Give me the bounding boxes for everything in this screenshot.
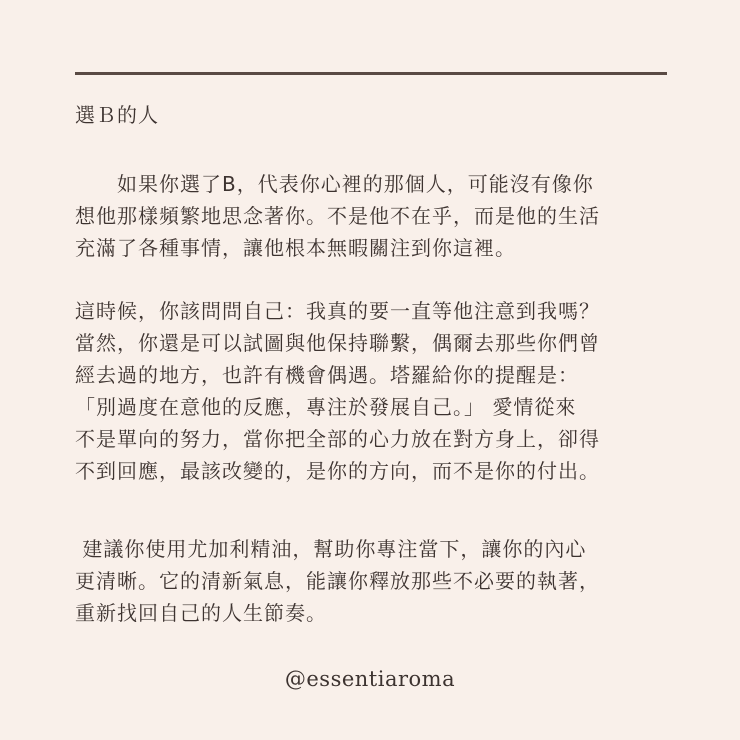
account-handle: @essentiaroma xyxy=(284,667,456,691)
paragraph-line: 不是單向的努力，當你把全部的心力放在對方身上，卻得 xyxy=(75,427,600,451)
paragraph-line: 經去過的地方，也許有機會偶遇。塔羅給你的提醒是： xyxy=(75,363,579,387)
paragraph-line: 想他那樣頻繁地思念著你。不是他不在乎，而是他的生活 xyxy=(75,204,600,228)
paragraph-line: 更清晰。它的清新氣息，能讓你釋放那些不必要的執著， xyxy=(75,569,600,593)
paragraph-line: 如果你選了B，代表你心裡的那個人，可能沒有像你 xyxy=(75,172,594,196)
paragraph-line: 當然，你還是可以試圖與他保持聯繫，偶爾去那些你們曾 xyxy=(75,331,600,355)
paragraph-intro xyxy=(75,168,675,264)
paragraph-oil-suggestion xyxy=(75,533,675,629)
section-heading: 選Ｂ的人 xyxy=(75,103,159,127)
paragraph-line: 不到回應，最該改變的，是你的方向，而不是你的付出。 xyxy=(75,459,600,483)
paragraph-line: 建議你使用尤加利精油，幫助你專注當下，讓你的內心 xyxy=(75,537,587,561)
top-divider xyxy=(75,72,667,75)
paragraph-line: 重新找回自己的人生節奏。 xyxy=(75,601,327,625)
paragraph-line: 充滿了各種事情，讓他根本無暇關注到你這裡。 xyxy=(75,236,516,260)
paragraph-line: 這時候，你該問問自己：我真的要一直等他注意到我嗎？ xyxy=(75,299,600,323)
paragraph-advice xyxy=(75,295,675,487)
paragraph-line: 「別過度在意他的反應，專注於發展自己。」 愛情從來 xyxy=(75,395,577,419)
